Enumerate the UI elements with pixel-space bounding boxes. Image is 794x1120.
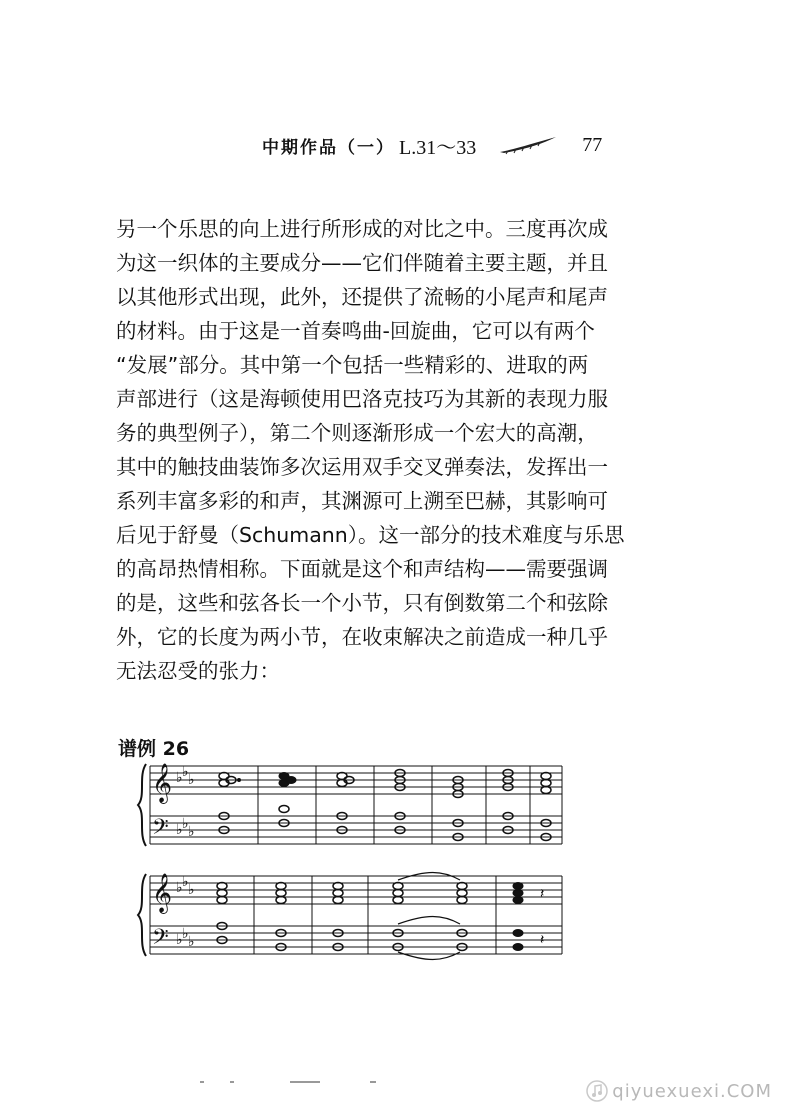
work-range: L.31～33 xyxy=(399,136,477,159)
staff-lines xyxy=(150,766,562,844)
svg-text:♭: ♭ xyxy=(182,764,189,780)
svg-text:𝄞: 𝄞 xyxy=(152,873,173,913)
svg-text:𝄞: 𝄞 xyxy=(152,763,173,803)
watermark-text: qiyuexuexi.COM xyxy=(612,1080,772,1102)
svg-text:♭: ♭ xyxy=(176,822,183,838)
svg-text:𝄽: 𝄽 xyxy=(540,886,545,902)
text-line: 其中的触技曲装饰多次运用双手交叉弹奏法，发挥出一 xyxy=(116,455,608,479)
scan-artifact xyxy=(200,1080,400,1084)
music-note-logo-icon xyxy=(586,1080,608,1102)
text-line: 的材料。由于这是一首奏鸣曲-回旋曲，它可以有两个 xyxy=(116,319,595,343)
text-line: 的高昂热情相称。下面就是这个和声结构——需要强调 xyxy=(116,557,608,581)
quill-pen-icon xyxy=(498,135,558,155)
text-line: 无法忍受的张力： xyxy=(116,659,280,683)
chapter-title: 中期作品（一） xyxy=(262,137,395,158)
svg-text:♭: ♭ xyxy=(188,882,195,898)
svg-text:𝄢: 𝄢 xyxy=(152,815,169,845)
text-line: 外，它的长度为两小节，在收束解决之前造成一种几乎 xyxy=(116,625,608,649)
svg-text:♭: ♭ xyxy=(182,874,189,890)
svg-text:𝄢: 𝄢 xyxy=(152,925,169,955)
text-line: 以其他形式出现，此外，还提供了流畅的小尾声和尾声 xyxy=(116,285,608,309)
svg-text:♭: ♭ xyxy=(176,932,183,948)
text-line: 声部进行（这是海顿使用巴洛克技巧为其新的表现力服 xyxy=(116,387,608,411)
svg-text:♭: ♭ xyxy=(188,934,195,950)
body-paragraph xyxy=(116,212,684,688)
text-line: 后见于舒曼（Schumann）。这一部分的技术难度与乐思 xyxy=(116,523,625,547)
page-number: 77 xyxy=(582,133,603,156)
watermark xyxy=(586,1080,772,1102)
running-header xyxy=(262,130,602,160)
text-line: 为这一织体的主要成分——它们伴随着主要主题，并且 xyxy=(116,251,608,275)
music-score-example xyxy=(136,756,576,966)
svg-text:♭: ♭ xyxy=(188,772,195,788)
svg-text:♭: ♭ xyxy=(182,816,189,832)
text-line: 另一个乐思的向上进行所形成的对比之中。三度再次成 xyxy=(116,217,608,241)
svg-text:♭: ♭ xyxy=(176,880,183,896)
text-line: 的是，这些和弦各长一个小节，只有倒数第二个和弦除 xyxy=(116,591,608,615)
svg-text:𝄽: 𝄽 xyxy=(540,932,545,948)
svg-text:♭: ♭ xyxy=(176,770,183,786)
text-line: 务的典型例子），第二个则逐渐形成一个宏大的高潮， xyxy=(116,421,598,445)
text-line: “发展”部分。其中第一个包括一些精彩的、进取的两 xyxy=(116,353,589,377)
text-line: 系列丰富多彩的和声，其渊源可上溯至巴赫，其影响可 xyxy=(116,489,608,513)
example-label: 谱例 26 xyxy=(118,738,190,760)
svg-text:♭: ♭ xyxy=(188,824,195,840)
svg-text:♭: ♭ xyxy=(182,926,189,942)
